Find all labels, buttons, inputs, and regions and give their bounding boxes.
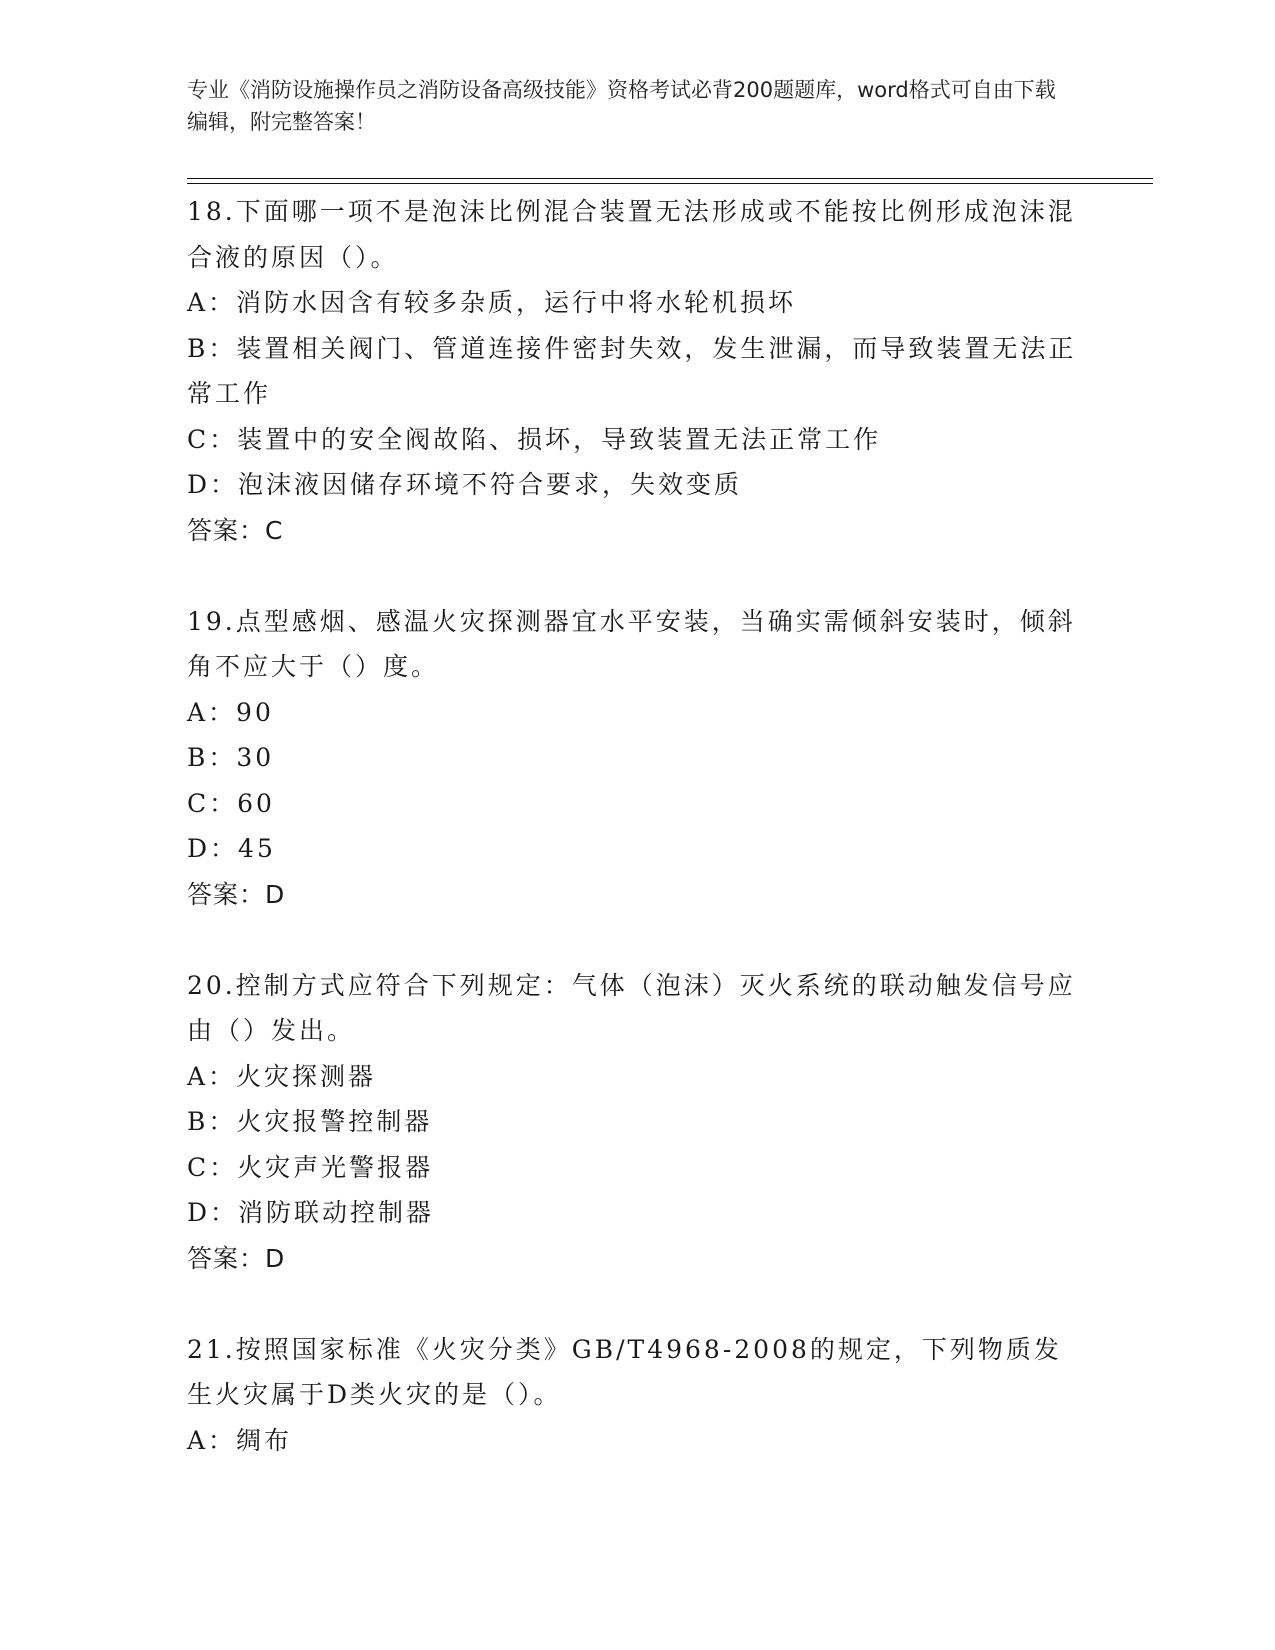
option-b: B：装置相关阀门、管道连接件密封失效，发生泄漏，而导致装置无法正常工作 bbox=[187, 333, 1077, 408]
option-a: A：消防水因含有较多杂质，运行中将水轮机损坏 bbox=[187, 288, 797, 317]
question-stem: 21.按照国家标准《火灾分类》GB/T4968-2008的规定，下列物质发生火灾属于D类火灾的是（）。 bbox=[187, 1334, 1062, 1409]
document-header bbox=[187, 74, 1067, 138]
option-b: B：火灾报警控制器 bbox=[187, 1107, 433, 1136]
option-a: A：绸布 bbox=[187, 1425, 293, 1455]
question-stem: 20.控制方式应符合下列规定：气体（泡沫）灭火系统的联动触发信号应由（）发出。 bbox=[187, 970, 1076, 1045]
question-20 bbox=[187, 963, 1087, 1282]
option-a: A：火灾探测器 bbox=[187, 1061, 377, 1091]
question-19 bbox=[187, 599, 1087, 918]
option-c: C：装置中的安全阀故陷、损坏，导致装置无法正常工作 bbox=[187, 424, 882, 454]
header-text: 专业《消防设施操作员之消防设备高级技能》资格考试必背200题题库，word格式可自由下载编辑，附完整答案！ bbox=[187, 78, 1056, 134]
option-b: B：30 bbox=[187, 743, 275, 772]
header-divider-top bbox=[187, 178, 1153, 179]
option-c: C：火灾声光警报器 bbox=[187, 1152, 434, 1182]
question-18 bbox=[187, 189, 1087, 553]
answer-label: 答案：C bbox=[187, 515, 284, 545]
option-c: C：60 bbox=[187, 788, 275, 818]
answer-label: 答案：D bbox=[187, 1243, 286, 1273]
option-d: D：45 bbox=[187, 834, 276, 863]
question-21 bbox=[187, 1327, 1087, 1464]
question-stem: 19.点型感烟、感温火灾探测器宜水平安装，当确实需倾斜安装时，倾斜角不应大于（）度。 bbox=[187, 606, 1076, 681]
question-stem: 18.下面哪一项不是泡沫比例混合装置无法形成或不能按比例形成泡沫混合液的原因（）。 bbox=[187, 197, 1076, 272]
option-a: A：90 bbox=[187, 697, 274, 727]
header-divider-bottom bbox=[187, 183, 1153, 184]
answer-label: 答案：D bbox=[187, 879, 286, 909]
option-d: D：泡沫液因储存环境不符合要求，失效变质 bbox=[187, 470, 743, 499]
option-d: D：消防联动控制器 bbox=[187, 1198, 435, 1227]
question-list bbox=[187, 189, 1087, 1463]
